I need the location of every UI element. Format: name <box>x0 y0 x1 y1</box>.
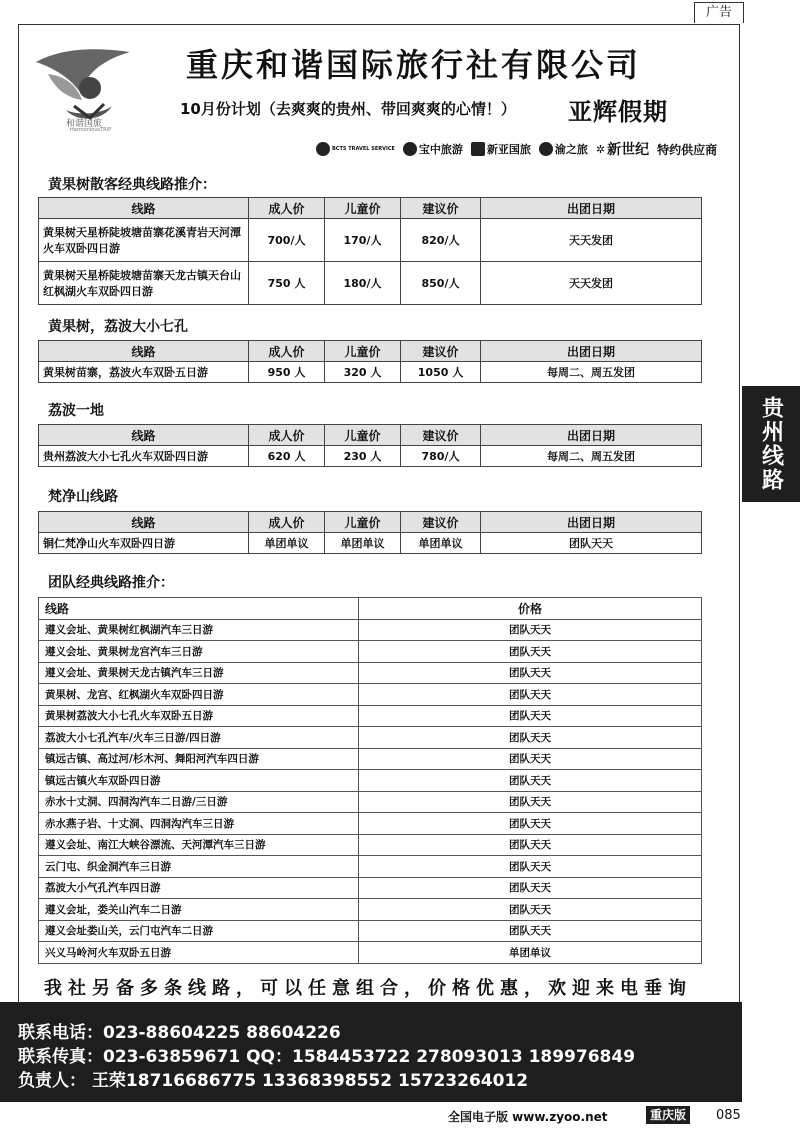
price-cell: 团队天天 <box>359 705 702 727</box>
col-suggest: 建议价 <box>401 512 481 533</box>
col-suggest: 建议价 <box>401 425 481 446</box>
table-row <box>39 899 702 921</box>
price-table <box>38 197 702 305</box>
partner-xinshiji-label: 新世纪 <box>607 142 650 158</box>
route-cell: 遵义会址娄山关，云门屯汽车二日游 <box>39 920 359 942</box>
price-cell: 团队天天 <box>359 684 702 706</box>
route-cell: 兴义马岭河火车双卧五日游 <box>39 942 359 964</box>
col-route: 线路 <box>39 598 359 620</box>
price-cell: 团队天天 <box>359 813 702 835</box>
suggest-price: 单团单议 <box>401 533 481 554</box>
price-cell: 团队天天 <box>359 748 702 770</box>
suggest-price: 780/人 <box>401 446 481 467</box>
col-adult: 成人价 <box>249 512 325 533</box>
route-cell: 荔波大小气孔汽车四日游 <box>39 877 359 899</box>
table-row <box>39 834 702 856</box>
yuzhilv-icon <box>539 142 553 156</box>
route-cell: 遵义会址、黄果树红枫湖汽车三日游 <box>39 619 359 641</box>
table-row <box>39 662 702 684</box>
section-title: 黄果树，荔波大小七孔 <box>48 319 188 335</box>
child-price: 230 人 <box>325 446 401 467</box>
price-cell: 团队天天 <box>359 920 702 942</box>
col-child: 儿童价 <box>325 425 401 446</box>
table-header <box>39 598 702 620</box>
depart-date: 每周二、周五发团 <box>481 446 702 467</box>
route-cell: 黄果树、龙宫、红枫湖火车双卧四日游 <box>39 684 359 706</box>
route-cell: 赤水燕子岩、十丈洞、四洞沟汽车三日游 <box>39 813 359 835</box>
col-route: 线路 <box>39 341 249 362</box>
contact-panel <box>0 1002 742 1102</box>
price-cell: 团队天天 <box>359 770 702 792</box>
route-cell: 遵义会址，娄关山汽车二日游 <box>39 899 359 921</box>
table-row <box>39 684 702 706</box>
group-table <box>38 597 702 964</box>
partner-baozhong <box>403 141 463 157</box>
xinya-icon <box>471 142 485 156</box>
adult-price: 700/人 <box>249 219 325 262</box>
route-cell: 黄果树苗寨，荔波火车双卧五日游 <box>39 362 249 383</box>
price-table <box>38 340 702 383</box>
section-title: 团队经典线路推介： <box>48 575 174 591</box>
brand-name: 亚辉假期 <box>568 98 668 126</box>
col-date: 出团日期 <box>481 425 702 446</box>
depart-date: 每周二、周五发团 <box>481 362 702 383</box>
price-table <box>38 424 702 467</box>
route-cell: 贵州荔波大小七孔火车双卧四日游 <box>39 446 249 467</box>
table-row <box>39 446 702 467</box>
baozhong-icon <box>403 142 417 156</box>
table-row <box>39 727 702 749</box>
depart-date: 天天发团 <box>481 219 702 262</box>
col-child: 儿童价 <box>325 341 401 362</box>
adult-price: 单团单议 <box>249 533 325 554</box>
section-title: 黄果树散客经典线路推介： <box>48 177 216 193</box>
table-header <box>39 425 702 446</box>
table-row <box>39 362 702 383</box>
price-cell: 团队天天 <box>359 662 702 684</box>
company-name: 重庆和谐国际旅行社有限公司 <box>186 46 642 84</box>
price-cell: 团队天天 <box>359 641 702 663</box>
route-cell: 赤水十丈洞、四洞沟汽车二日游/三日游 <box>39 791 359 813</box>
logo-caption-en: HarmoniousTRIP <box>70 127 112 133</box>
col-adult: 成人价 <box>249 341 325 362</box>
adult-price: 620 人 <box>249 446 325 467</box>
table-row <box>39 262 702 305</box>
partner-yuzhilv-label: 渝之旅 <box>554 143 588 156</box>
partner-bcts <box>316 142 395 156</box>
price-cell: 团队天天 <box>359 856 702 878</box>
table-row <box>39 791 702 813</box>
partner-yuzhilv <box>539 141 588 157</box>
route-cell: 荔波大小七孔汽车/火车三日游/四日游 <box>39 727 359 749</box>
price-cell: 团队天天 <box>359 619 702 641</box>
route-cell: 黄果树天星桥陡坡塘苗寨花溪青岩天河潭火车双卧四日游 <box>39 219 249 262</box>
plan-subtitle: 10月份计划（去爽爽的贵州、带回爽爽的心情！） <box>180 100 516 118</box>
contact-fax: 联系传真：023-63859671 QQ：1584453722 278093013 189976849 <box>18 1047 636 1067</box>
col-route: 线路 <box>39 512 249 533</box>
table-row <box>39 877 702 899</box>
price-cell: 团队天天 <box>359 834 702 856</box>
partner-emblem-icon <box>316 142 330 156</box>
table-row <box>39 942 702 964</box>
route-cell: 黄果树荔波大小七孔火车双卧五日游 <box>39 705 359 727</box>
table-row <box>39 219 702 262</box>
logo-caption: 和谐国旅 <box>66 119 103 129</box>
table-row <box>39 920 702 942</box>
partner-xinya-label: 新亚国旅 <box>486 143 531 156</box>
table-row <box>39 705 702 727</box>
price-cell: 团队天天 <box>359 877 702 899</box>
route-cell: 黄果树天星桥陡坡塘苗寨天龙古镇天台山红枫湖火车双卧四日游 <box>39 262 249 305</box>
col-suggest: 建议价 <box>401 198 481 219</box>
price-cell: 团队天天 <box>359 727 702 749</box>
table-row <box>39 856 702 878</box>
ad-tag: 广告 <box>694 2 744 23</box>
table-row <box>39 619 702 641</box>
slogan: 我社另备多条线路，可以任意组合，价格优惠，欢迎来电垂询 <box>44 978 692 999</box>
suggest-price: 1050 人 <box>401 362 481 383</box>
table-header <box>39 512 702 533</box>
supplier-label: 特约供应商 <box>657 142 718 157</box>
route-cell: 遵义会址、黄果树龙宫汽车三日游 <box>39 641 359 663</box>
price-cell: 单团单议 <box>359 942 702 964</box>
col-adult: 成人价 <box>249 198 325 219</box>
star-icon: ✲ <box>595 142 606 156</box>
child-price: 320 人 <box>325 362 401 383</box>
price-table <box>38 511 702 554</box>
child-price: 170/人 <box>325 219 401 262</box>
price-cell: 团队天天 <box>359 899 702 921</box>
col-date: 出团日期 <box>481 341 702 362</box>
child-price: 180/人 <box>325 262 401 305</box>
section-title: 梵净山线路 <box>48 489 118 505</box>
child-price: 单团单议 <box>325 533 401 554</box>
table-row <box>39 641 702 663</box>
partner-logos <box>316 136 726 162</box>
route-cell: 云门屯、织金洞汽车三日游 <box>39 856 359 878</box>
footer-website: 全国电子版 www.zyoo.net <box>448 1110 608 1124</box>
col-route: 线路 <box>39 198 249 219</box>
adult-price: 750 人 <box>249 262 325 305</box>
table-row <box>39 770 702 792</box>
contact-person: 负责人： 王荣18716686775 13368398552 15723264012 <box>18 1071 529 1091</box>
route-cell: 镇远古镇火车双卧四日游 <box>39 770 359 792</box>
contact-phone: 联系电话：023-88604225 88604226 <box>18 1023 341 1043</box>
table-row <box>39 748 702 770</box>
footer-edition: 重庆版 <box>646 1106 690 1124</box>
col-child: 儿童价 <box>325 198 401 219</box>
suggest-price: 850/人 <box>401 262 481 305</box>
route-cell: 铜仁梵净山火车双卧四日游 <box>39 533 249 554</box>
adult-price: 950 人 <box>249 362 325 383</box>
page-number: 085 <box>716 1108 741 1123</box>
price-cell: 团队天天 <box>359 791 702 813</box>
table-row <box>39 533 702 554</box>
table-row <box>39 813 702 835</box>
col-date: 出团日期 <box>481 198 702 219</box>
col-adult: 成人价 <box>249 425 325 446</box>
col-date: 出团日期 <box>481 512 702 533</box>
table-header <box>39 198 702 219</box>
col-suggest: 建议价 <box>401 341 481 362</box>
suggest-price: 820/人 <box>401 219 481 262</box>
partner-xinshiji <box>596 139 649 159</box>
route-cell: 遵义会址、南江大峡谷漂流、天河潭汽车三日游 <box>39 834 359 856</box>
depart-date: 天天发团 <box>481 262 702 305</box>
col-route: 线路 <box>39 425 249 446</box>
table-header <box>39 341 702 362</box>
col-child: 儿童价 <box>325 512 401 533</box>
partner-bcts-text: BCTS TRAVEL SERVICE <box>332 146 395 152</box>
route-cell: 镇远古镇、高过河/杉木河、舞阳河汽车四日游 <box>39 748 359 770</box>
depart-date: 团队天天 <box>481 533 702 554</box>
section-title: 荔波一地 <box>48 403 104 419</box>
side-tab: 贵州线路 <box>742 386 800 502</box>
partner-xinya <box>471 141 531 157</box>
col-price: 价格 <box>359 598 702 620</box>
group-table-body <box>39 619 702 963</box>
route-cell: 遵义会址、黄果树天龙古镇汽车三日游 <box>39 662 359 684</box>
partner-baozhong-label: 宝中旅游 <box>418 143 463 156</box>
